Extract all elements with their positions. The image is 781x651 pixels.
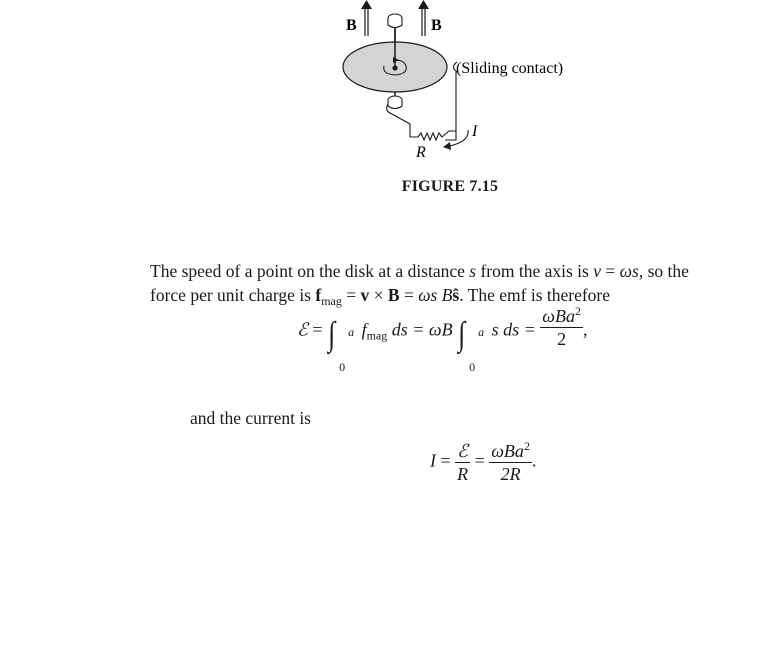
emf-equation: ℰ = ∫ a 0 $f_{mag}$ ds = ωB ∫ a 0 s ds = $\frac{\omega Ba^2}{2}$ ,: [297, 304, 588, 374]
paragraph-line-2: force per unit charge is $f_{mag} = v \times B = \omega s$ Bŝ. The emf is therefore: [150, 285, 611, 308]
current-arrow-icon: [450, 130, 468, 146]
resistor: [418, 131, 449, 140]
current-intro-text: and the current is: [190, 408, 311, 428]
current-fraction-2: $\frac{\omega Ba^2}{2R}$: [491, 439, 530, 484]
current-label: I: [472, 123, 478, 140]
integral-sign-1: ∫: [328, 315, 336, 353]
b-label-left: B: [346, 17, 357, 34]
bottom-bearing: [387, 96, 402, 114]
figure-caption: FIGURE 7.15: [401, 178, 499, 195]
body-paragraph: [150, 259, 770, 307]
current-equation: I = $\frac{\text{ℰ}}{R}$ = $\frac{\omega Ba^2}{2R}$ .: [430, 439, 537, 484]
b-field-arrow-right: [418, 0, 429, 36]
integral-sign-2: ∫: [458, 315, 466, 353]
current-fraction-1: $\frac{\text{ℰ}}{R}$: [457, 441, 469, 484]
faraday-disk-diagram: [330, 0, 590, 170]
sliding-contact-label: (Sliding contact): [456, 60, 564, 77]
resistor-label: R: [416, 144, 426, 161]
paragraph-line-1: The speed of a point on the disk at a distance s from the axis is v = ωs, so the: [150, 261, 689, 281]
emf-fraction: $\frac{\omega Ba^2}{2}$: [542, 304, 581, 349]
top-bearing: [388, 14, 402, 28]
b-label-right: B: [431, 17, 442, 34]
b-field-arrow-left: [361, 0, 372, 36]
